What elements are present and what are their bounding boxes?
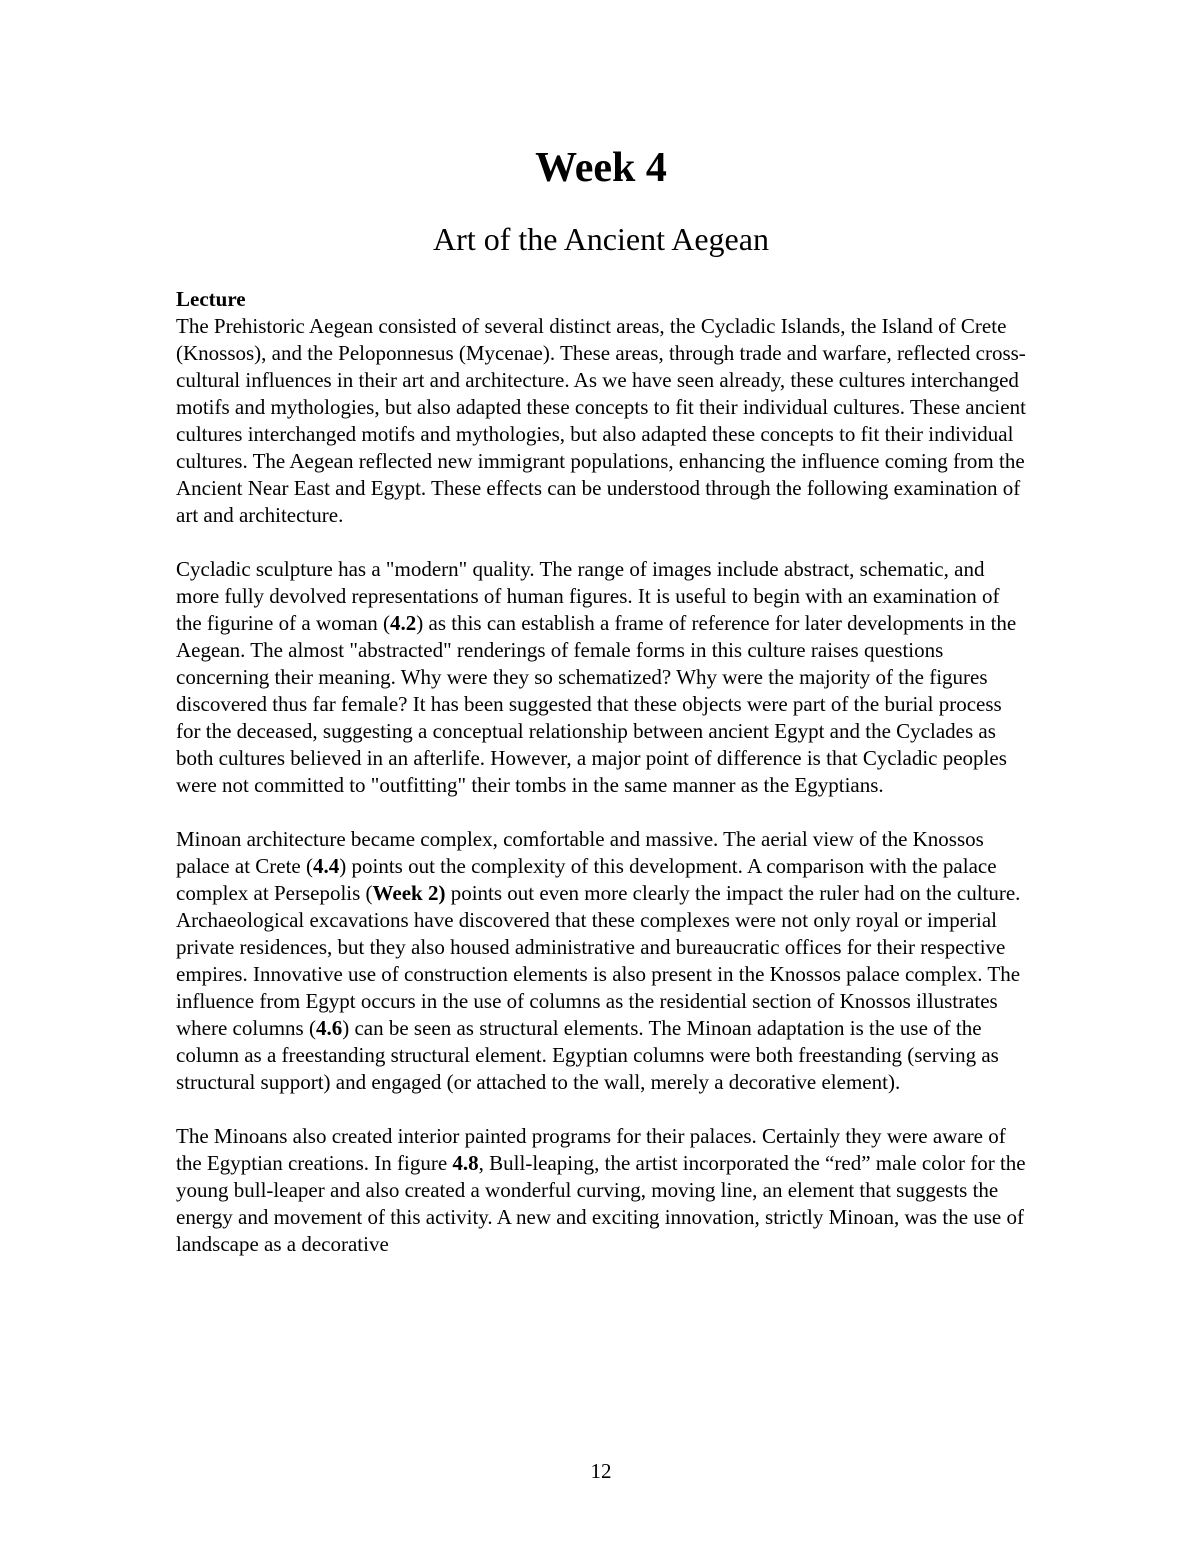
paragraph-text: ) as this can establish a frame of reference for later developments in the Aegean. The almost "abstracted" renderings of female forms in this culture raises questions concerning their meaning. Why were they so schematized? Why were the majority of the figures discovered thus far female? It has been suggested that these objects were part of the burial process for the deceased, suggesting a conceptual relationship between ancient Egypt and the Cyclades as both cultures believed in an afterlife. However, a major point of difference is that Cycladic peoples were not committed to "outfitting" their tombs in the same manner as the Egyptians. [176, 611, 1017, 797]
document-page [176, 0, 1026, 1553]
paragraph-text: , Bull-leaping, the artist incorporated the “red” male color for the young bull-leaper and also created a wonderful curving, moving line, an element that suggests the energy and movement of this activity. A new and exciting innovation, strictly Minoan, was the use of landscape as a decorative [176, 1151, 1026, 1256]
figure-reference: 4.4 [313, 854, 340, 878]
page-number: 12 [590, 1459, 612, 1483]
paragraph-text: Minoan architecture became complex, comfortable and massive. The aerial view of the Knossos palace at Crete ( [176, 827, 984, 878]
paragraph-aegean-intro: The Prehistoric Aegean consisted of several distinct areas, the Cycladic Islands, the Island of Crete (Knossos), and the Peloponnesus (Mycenae). These areas, through trade and warfare, reflected cross-cultural influences in their art and architecture. As we have seen already, these cultures interchanged motifs and mythologies, but also adapted these concepts to fit their individual cultures. These ancient cultures interchanged motifs and mythologies, but also adapted these concepts to fit their individual cultures. The Aegean reflected new immigrant populations, enhancing the influence coming from the Ancient Near East and Egypt. These effects can be understood through the following examination of art and architecture. [176, 314, 1026, 527]
figure-reference: 4.2 [390, 611, 417, 635]
paragraph-text: points out even more clearly the impact the ruler had on the culture. Archaeological excavations have discovered that these complexes were not only royal or imperial private residences, but they also housed administrative and bureaucratic offices for their respective empires. Innovative use of construction elements is also present in the Knossos palace complex. The influence from Egypt occurs in the use of columns as the residential section of Knossos illustrates where columns ( [176, 881, 1021, 1040]
page-title: Week 4 [535, 145, 667, 191]
page-subtitle: Art of the Ancient Aegean [433, 221, 769, 257]
paragraph-text: Cycladic sculpture has a "modern" quality. The range of images include abstract, schematic, and more fully devolved representations of human figures. It is useful to begin with an examination of the figurine of a woman ( [176, 557, 1000, 635]
paragraph-text: The Minoans also created interior painted programs for their palaces. Certainly they were aware of the Egyptian creations. In figure [176, 1124, 1006, 1175]
section-heading-lecture: Lecture [176, 287, 246, 311]
week-reference: Week 2) [372, 881, 446, 905]
paragraph-minoan-architecture [176, 826, 1026, 1096]
paragraph-text: ) points out the complexity of this development. A comparison with the palace complex at Persepolis ( [176, 854, 997, 905]
paragraph-cycladic-sculpture [176, 556, 1026, 799]
figure-reference: 4.8 [452, 1151, 479, 1175]
figure-reference: 4.6 [315, 1016, 343, 1040]
body-text [176, 286, 1026, 1285]
paragraph-text: ) can be seen as structural elements. The Minoan adaptation is the use of the column as a freestanding structural element. Egyptian columns were both freestanding (serving as structural support) and engaged (or attached to the wall, merely a decorative element). [176, 1016, 999, 1094]
paragraph-minoan-painting [176, 1123, 1026, 1258]
